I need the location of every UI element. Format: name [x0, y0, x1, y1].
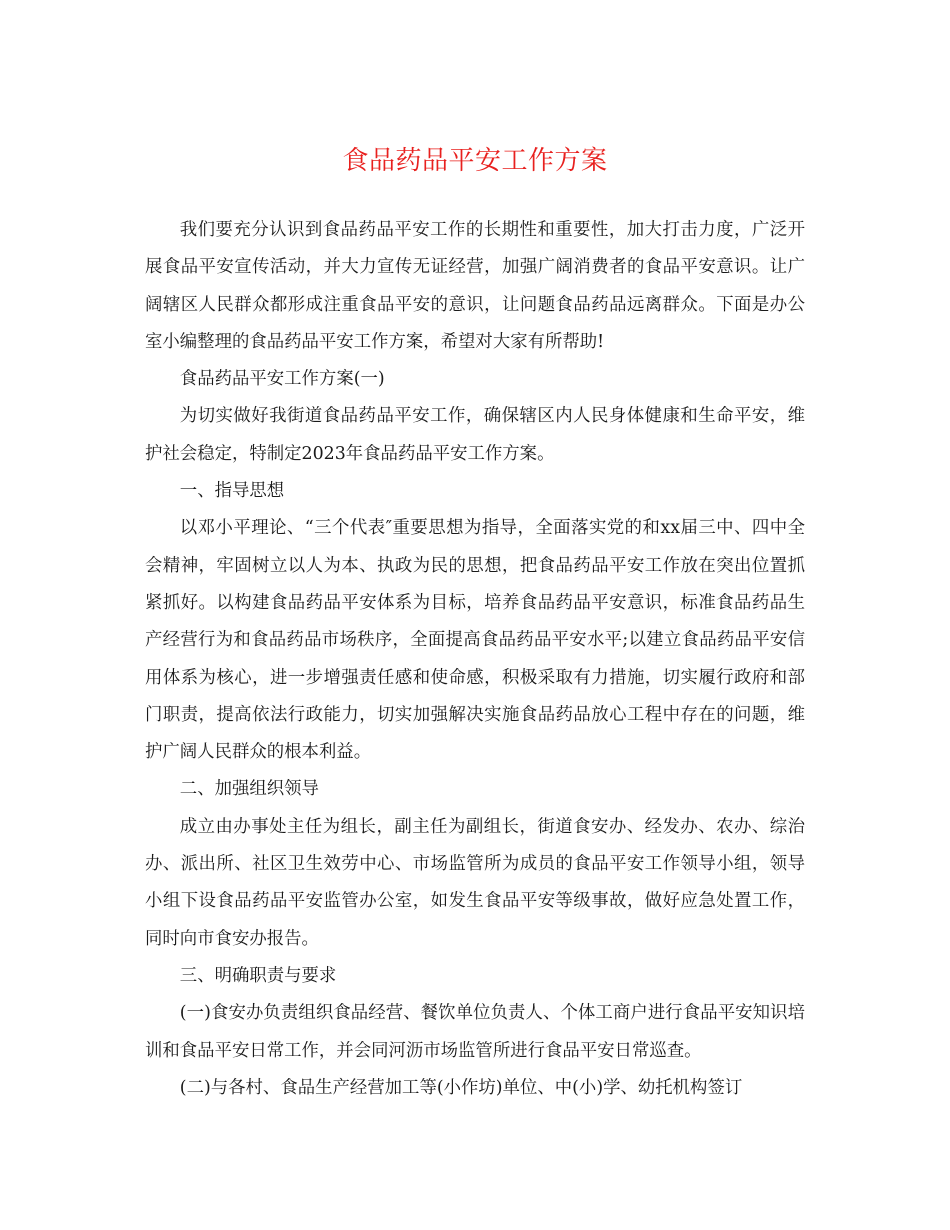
section-heading-organization: 二、加强组织领导	[179, 779, 319, 800]
guiding-ideology-paragraph: 以邓小平理论、“三个代表″重要思想为指导，全面落实党的和xx届三中、四中全会精神，牢固树立以人为本、执政为民的思想，把食品药品平安工作放在突出位置抓紧抓好。以构建食品药品平安体系为目标，培养食品药品平安意识，标准食品药品生产经营行为和食品药品市场秩序，全面提高食品药品平安水平;以建立食品药品平安信用体系为核心，进一步增强责任感和使命感，积极采取有力措施，切实履行政府和部门职责，提高依法行政能力，切实加强解决实施食品药品放心工程中存在的问题，维护广阔人民群众的根本利益。	[145, 518, 805, 763]
document-body	[145, 212, 805, 1107]
responsibility-item-one: (一)食安办负责组织食品经营、餐饮单位负责人、个体工商户进行食品平安知识培训和食品平安日常工作，并会同河沥市场监管所进行食品平安日常巡查。	[145, 1003, 805, 1061]
plan-one-heading: 食品药品平安工作方案(一)	[179, 369, 385, 390]
document-title: 食品药品平安工作方案	[342, 146, 608, 176]
responsibility-item-two: (二)与各村、食品生产经营加工等(小作坊)单位、中(小)学、幼托机构签订	[179, 1077, 743, 1098]
intro-paragraph: 我们要充分认识到食品药品平安工作的长期性和重要性，加大打击力度，广泛开展食品平安宣传活动，并大力宣传无证经营，加强广阔消费者的食品平安意识。让广阔辖区人民群众都形成注重食品平安的意识，让问题食品药品远离群众。下面是办公室小编整理的食品药品平安工作方案，希望对大家有所帮助!	[145, 220, 805, 352]
purpose-paragraph: 为切实做好我街道食品药品平安工作，确保辖区内人民身体健康和生命平安，维护社会稳定，特制定2023年食品药品平安工作方案。	[145, 406, 805, 464]
section-heading-responsibilities: 三、明确职责与要求	[179, 965, 337, 986]
section-heading-guiding-ideology: 一、指导思想	[179, 481, 285, 502]
organization-paragraph: 成立由办事处主任为组长，副主任为副组长，街道食安办、经发办、农办、综治办、派出所、社区卫生效劳中心、市场监管所为成员的食品平安工作领导小组，领导小组下设食品药品平安监管办公室，如发生食品平安等级事故，做好应急处置工作，同时向市食安办报告。	[145, 816, 805, 949]
